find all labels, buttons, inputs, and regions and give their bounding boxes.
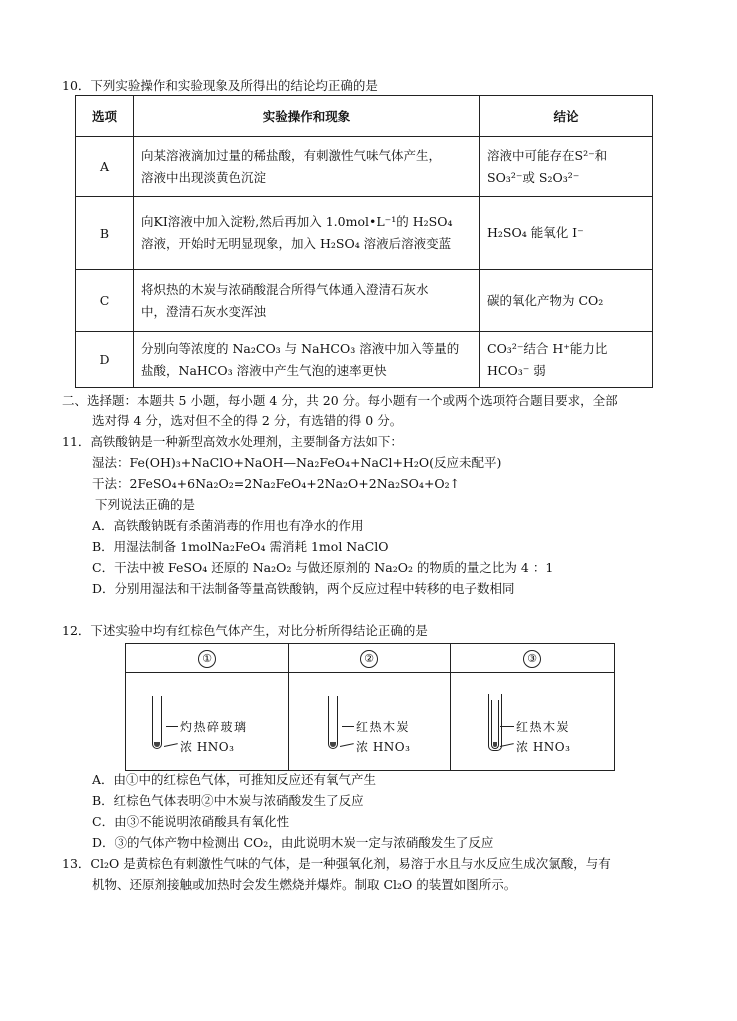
- column-label-1: ①: [198, 650, 216, 668]
- acid-liquid: [154, 742, 160, 747]
- test-tube-icon: [328, 696, 338, 749]
- header-conclusion: 结论: [480, 96, 653, 137]
- conclusion-line: CO₃²⁻结合 H⁺能力比: [487, 340, 608, 356]
- leader-line: [166, 726, 178, 727]
- operation-line: 盐酸，NaHCO₃ 溶液中产生气泡的速率更快: [141, 362, 387, 378]
- q12-option-d: D．③的气体产物中检测出 CO₂，由此说明木炭一定与浓硝酸发生了反应: [92, 835, 494, 850]
- q11-option-b: B．用湿法制备 1molNa₂FeO₄ 需消耗 1mol NaClO: [92, 539, 389, 554]
- q11-dry-method: 干法：2FeSO₄+6Na₂O₂=2Na₂FeO₄+2Na₂O+2Na₂SO₄+O₂↑: [92, 476, 461, 491]
- operation-line: 中，澄清石灰水变浑浊: [141, 303, 267, 319]
- operation-line: 分别向等浓度的 Na₂CO₃ 与 NaHCO₃ 溶液中加入等量的: [141, 340, 460, 356]
- acid-liquid: [493, 742, 497, 747]
- q11-option-a: A．高铁酸钠既有杀菌消毒的作用也有净水的作用: [92, 518, 364, 533]
- conclusion-line: SO₃²⁻或 S₂O₃²⁻: [487, 169, 580, 185]
- row-operation: [134, 270, 480, 332]
- q11-stem: 11．高铁酸钠是一种新型高效水处理剂，主要制备方法如下：: [62, 434, 403, 449]
- operation-line: 溶液，开始时无明显现象，加入 H₂SO₄ 溶液后溶液变蓝: [141, 236, 452, 251]
- leader-line: [340, 743, 354, 747]
- q10-stem: 10．下列实验操作和实验现象及所得出的结论均正确的是: [62, 78, 378, 93]
- row-operation: [134, 197, 480, 270]
- row-operation: [134, 137, 480, 197]
- label-conc-hno3: 浓 HNO₃: [356, 740, 411, 754]
- test-tube-icon: [152, 696, 162, 749]
- table-row: [76, 270, 653, 332]
- row-operation: [134, 332, 480, 388]
- table-row: [76, 332, 653, 388]
- test-tube-icon: [491, 700, 499, 749]
- label-hot-glass: 灼热碎玻璃: [180, 720, 248, 734]
- conclusion-line: 碳的氧化产物为 CO₂: [487, 292, 604, 308]
- leader-line: [500, 726, 514, 727]
- operation-line: 将炽热的木炭与浓硝酸混合所得气体通入澄清石灰水: [141, 281, 429, 297]
- row-option: C: [76, 270, 134, 332]
- q12-option-c: C．由③不能说明浓硝酸具有氧化性: [92, 814, 290, 829]
- column-divider: [288, 644, 289, 770]
- acid-liquid: [330, 742, 336, 747]
- operation-line: 向KI溶液中加入淀粉,然后再加入 1.0mol•L⁻¹的 H₂SO₄: [141, 214, 453, 229]
- label-conc-hno3: 浓 HNO₃: [516, 740, 571, 754]
- conclusion-line: 溶液中可能存在S²⁻和: [487, 147, 608, 163]
- q11-ask: 下列说法正确的是: [95, 497, 196, 512]
- section2-line1: 二、选择题：本题共 5 小题，每小题 4 分，共 20 分。每小题有一个或两个选项符合题目要求，全部: [62, 393, 618, 408]
- table-row: [76, 197, 653, 270]
- q10-header-row: [76, 96, 653, 137]
- leader-line: [342, 726, 354, 727]
- leader-line: [164, 743, 178, 747]
- column-divider: [450, 644, 451, 770]
- section2-line2: 选对得 4 分，选对但不全的得 2 分，有选错的得 0 分。: [92, 413, 403, 428]
- conclusion-line: H₂SO₄ 能氧化 I⁻: [487, 225, 584, 240]
- q12-option-b: B．红棕色气体表明②中木炭与浓硝酸发生了反应: [92, 793, 364, 808]
- column-label-3: ③: [523, 650, 541, 668]
- q13-line2: 机物、还原剂接触或加热时会发生燃烧并爆炸。制取 Cl₂O 的装置如图所示。: [92, 877, 517, 892]
- q13-line1: 13．Cl₂O 是黄棕色有刺激性气味的气体，是一种强氧化剂，易溶于水且与水反应生成次氯酸，与有: [62, 856, 611, 871]
- label-red-hot-charcoal: 红热木炭: [356, 720, 411, 734]
- q11-option-c: C．干法中被 FeSO₄ 还原的 Na₂O₂ 与做还原剂的 Na₂O₂ 的物质的量之比为 4 ：1: [92, 560, 554, 575]
- column-label-2: ②: [360, 650, 378, 668]
- header-option: 选项: [76, 96, 134, 137]
- conclusion-line: HCO₃⁻ 弱: [487, 362, 546, 378]
- table-row: [76, 137, 653, 197]
- operation-line: 向某溶液滴加过量的稀盐酸，有刺激性气味气体产生，: [141, 147, 442, 163]
- row-conclusion: [480, 137, 653, 197]
- row-conclusion: [480, 332, 653, 388]
- operation-line: 溶液中出现淡黄色沉淀: [141, 169, 267, 185]
- q10-table: [75, 95, 653, 388]
- q11-wet-method: 湿法：Fe(OH)₃+NaClO+NaOH—Na₂FeO₄+NaCl+H₂O(反应未配平): [92, 455, 502, 470]
- label-red-hot-charcoal: 红热木炭: [516, 720, 571, 734]
- row-option: B: [76, 197, 134, 270]
- row-conclusion: [480, 197, 653, 270]
- row-option: D: [76, 332, 134, 388]
- q12-stem: 12．下述实验中均有红棕色气体产生，对比分析所得结论正确的是: [62, 623, 428, 638]
- header-operation: 实验操作和现象: [134, 96, 480, 137]
- row-conclusion: [480, 270, 653, 332]
- row-option: A: [76, 137, 134, 197]
- q11-option-d: D．分别用湿法和干法制备等量高铁酸钠，两个反应过程中转移的电子数相同: [92, 581, 515, 596]
- label-conc-hno3: 浓 HNO₃: [180, 740, 235, 754]
- q12-experiment-table: [125, 643, 615, 771]
- q12-option-a: A．由①中的红棕色气体，可推知反应还有氧气产生: [92, 772, 377, 787]
